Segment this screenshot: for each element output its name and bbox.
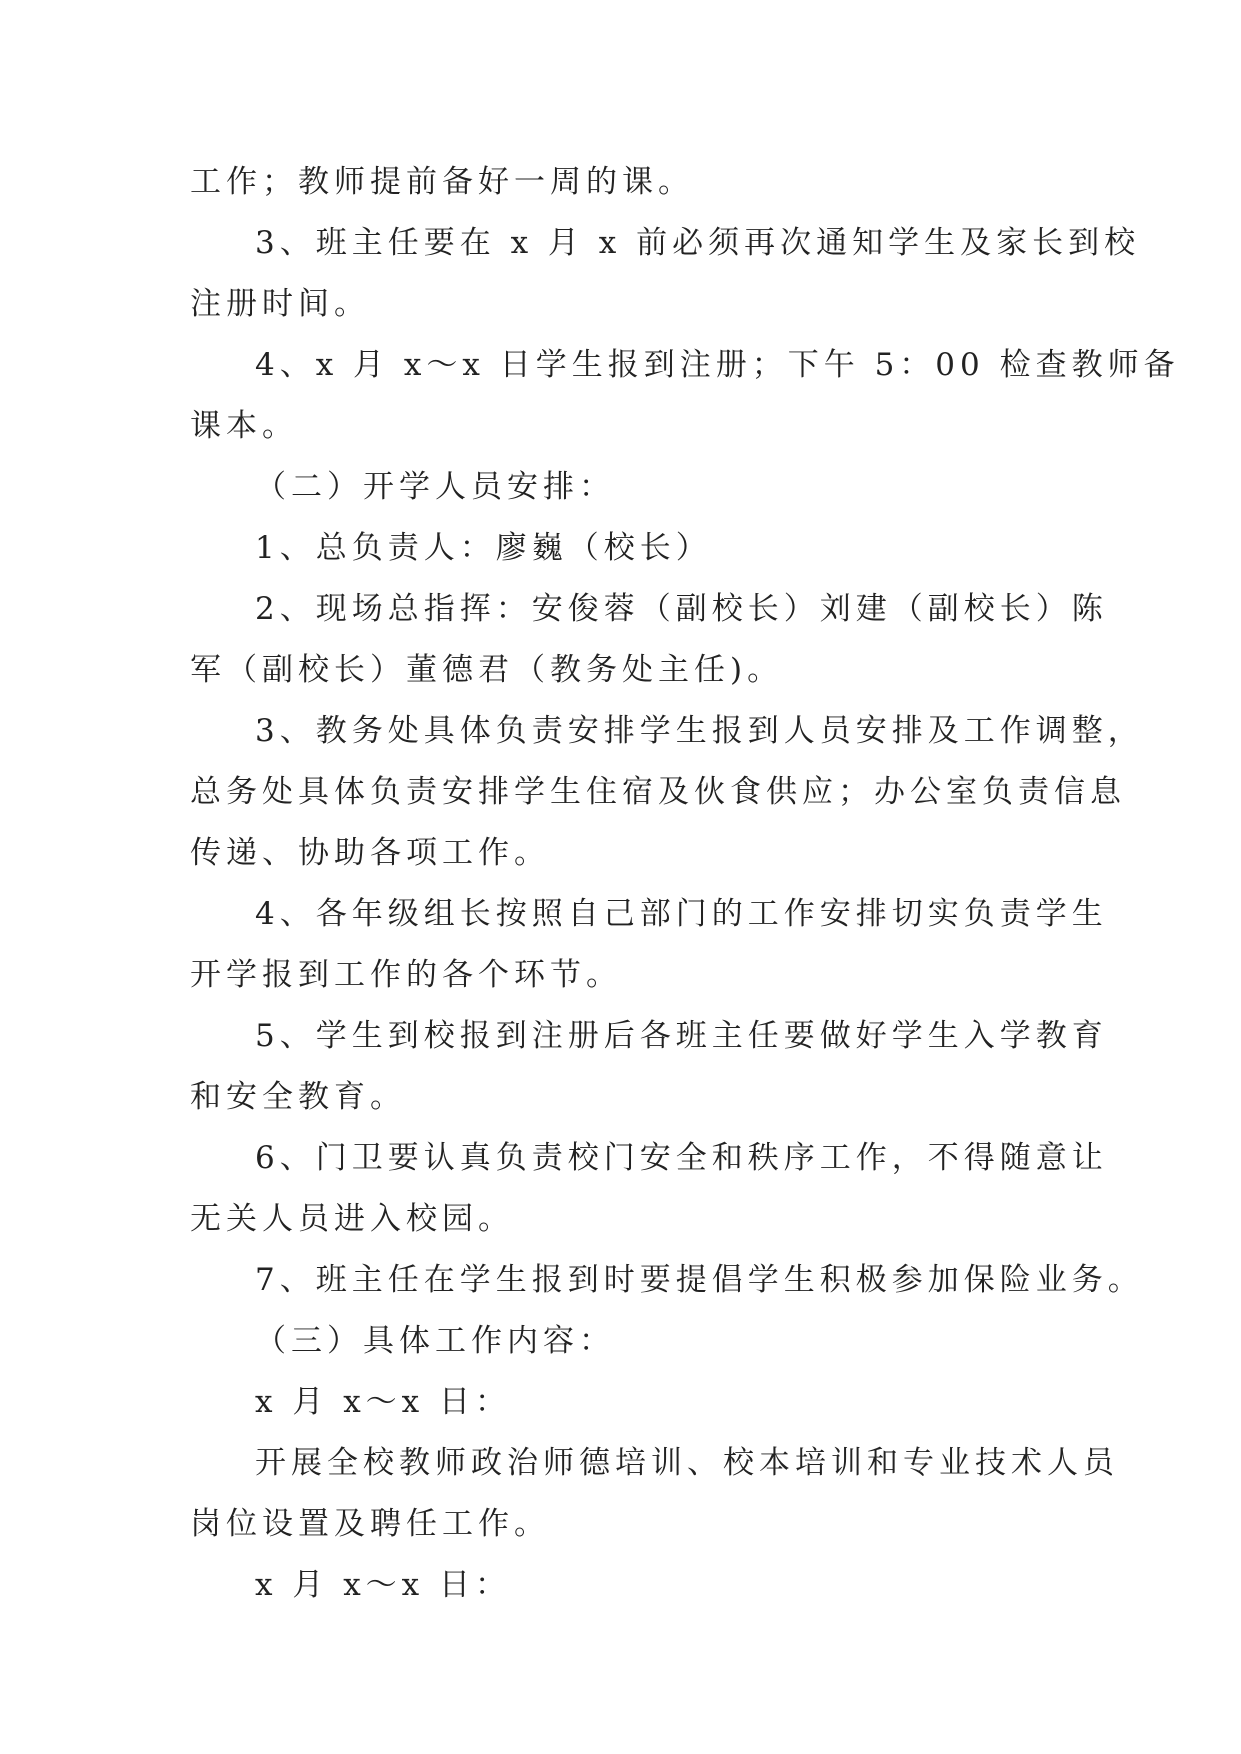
text-line: 3、教务处具体负责安排学生报到人员安排及工作调整， [255, 713, 1144, 749]
text-line: 和安全教育。 [190, 1079, 406, 1115]
text-line: 注册时间。 [190, 286, 370, 322]
text-line: 1、总负责人：廖巍（校长） [255, 530, 712, 566]
text-line: 传递、协助各项工作。 [190, 835, 550, 871]
date-heading: x 月 x～x 日： [255, 1384, 512, 1420]
text-line: 6、门卫要认真负责校门安全和秩序工作，不得随意让 [255, 1140, 1108, 1176]
text-line: 2、现场总指挥：安俊蓉（副校长）刘建（副校长）陈 [255, 591, 1108, 627]
text-line: 课本。 [190, 408, 298, 444]
text-line: 无关人员进入校园。 [190, 1201, 514, 1237]
text-line: 岗位设置及聘任工作。 [190, 1506, 550, 1542]
text-line: 开展全校教师政治师德培训、校本培训和专业技术人员 [255, 1445, 1119, 1481]
text-line: 总务处具体负责安排学生住宿及伙食供应；办公室负责信息 [190, 774, 1126, 810]
section-heading: （二）开学人员安排： [255, 469, 615, 505]
text-line: 7、班主任在学生报到时要提倡学生积极参加保险业务。 [255, 1262, 1144, 1298]
text-line: 5、学生到校报到注册后各班主任要做好学生入学教育 [255, 1018, 1108, 1054]
section-heading: （三）具体工作内容： [255, 1323, 615, 1359]
date-heading: x 月 x～x 日： [255, 1567, 512, 1603]
text-line: 开学报到工作的各个环节。 [190, 957, 622, 993]
text-line: 4、各年级组长按照自己部门的工作安排切实负责学生 [255, 896, 1108, 932]
text-line: 4、x 月 x～x 日学生报到注册；下午 5：00 检查教师备 [255, 347, 1180, 383]
text-line: 工作；教师提前备好一周的课。 [190, 164, 694, 200]
text-line: 3、班主任要在 x 月 x 前必须再次通知学生及家长到校 [255, 225, 1141, 261]
document-body [190, 152, 1180, 1616]
text-line: 军（副校长）董德君（教务处主任)。 [190, 652, 784, 688]
